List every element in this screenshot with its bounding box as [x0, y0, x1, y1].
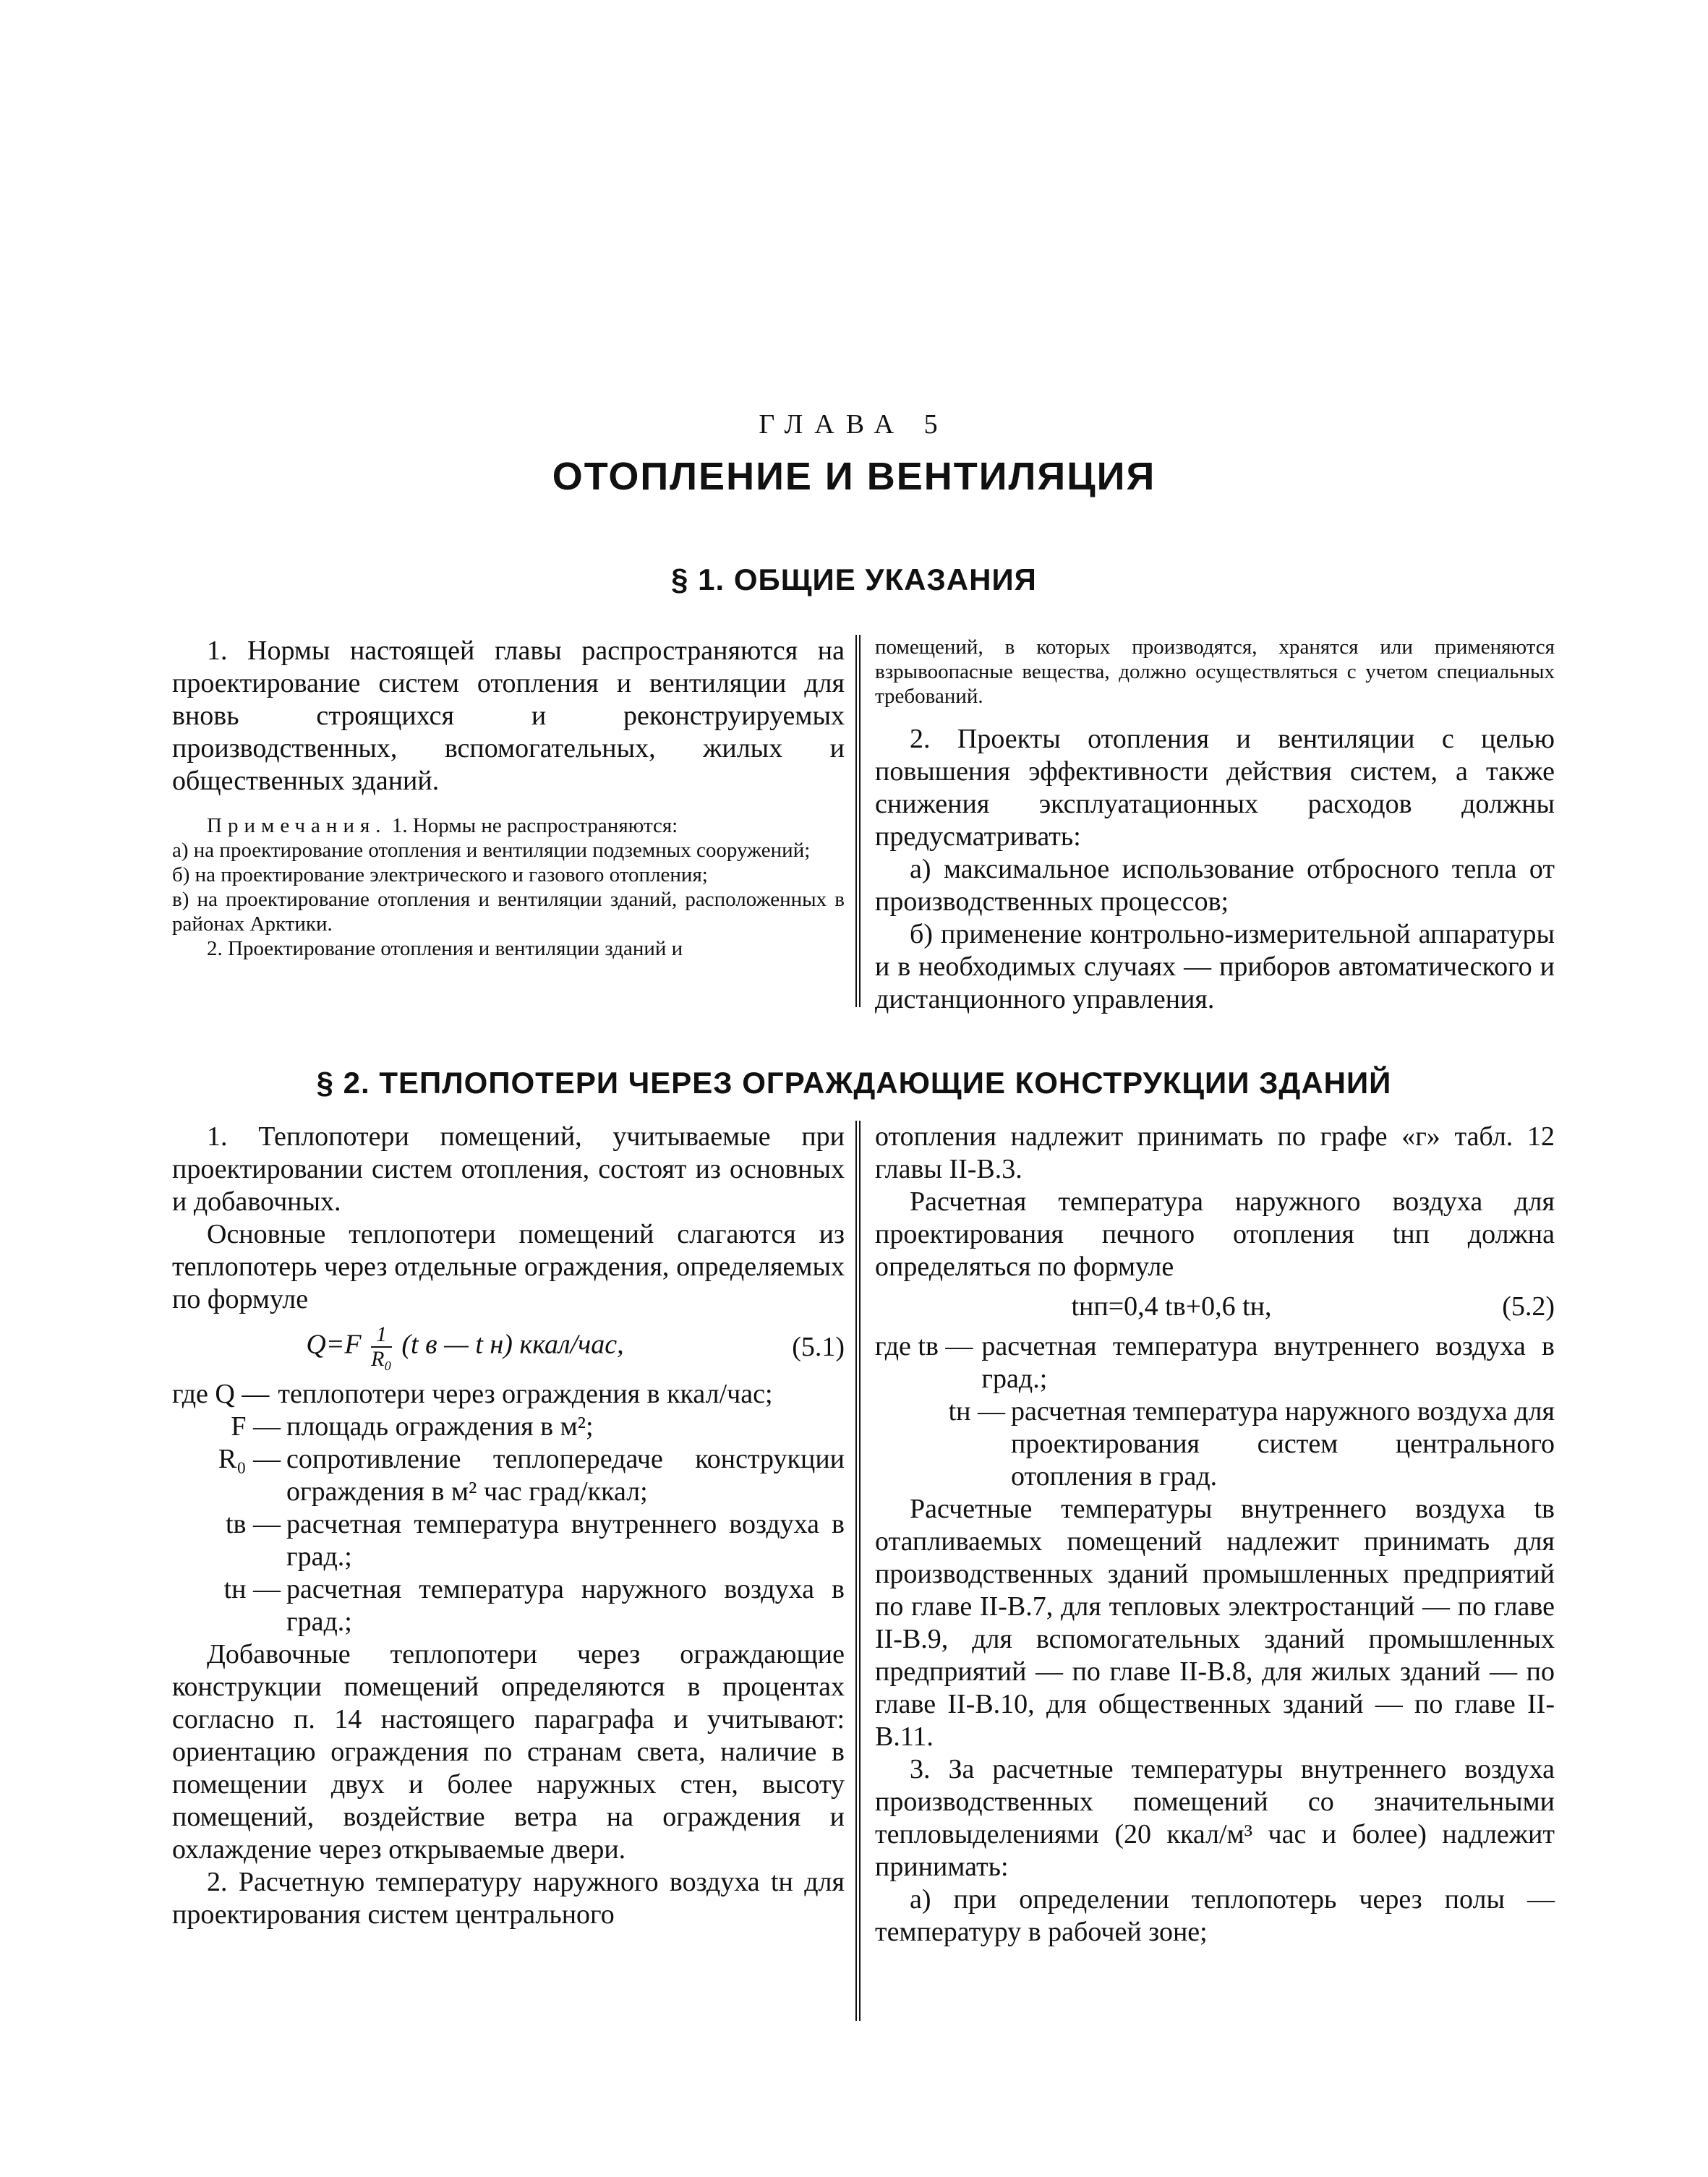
column-divider: [855, 635, 861, 1007]
where-r-symbol: R₀ —: [218, 1444, 281, 1474]
s1-notes: [172, 813, 845, 961]
s2-paragraph-5: Расчетная температура наружного воздуха для проектирования печного отопления tнп должна определяться по формуле: [875, 1186, 1555, 1282]
where-f-symbol: F —: [231, 1411, 281, 1442]
note-2: 2. Проектирование отопления и вентиляции зданий и: [207, 937, 683, 960]
section-2-right-column: [875, 1121, 1555, 1949]
fraction-denominator: R₀: [371, 1347, 392, 1371]
where-tn-desc: расчетная температура наружного воздуха в град.;: [286, 1574, 845, 1637]
where2-tn-desc: расчетная температура наружного воздуха для проектирования систем центрального отопления в град.: [1011, 1396, 1555, 1492]
where-tv-desc: расчетная температура внутреннего воздуха в град.;: [286, 1509, 845, 1572]
section-2-heading: § 2. ТЕПЛОПОТЕРИ ЧЕРЕЗ ОГРАЖДАЮЩИЕ КОНСТРУКЦИИ ЗДАНИЙ: [316, 1066, 1392, 1100]
where-r-desc: сопротивление теплопередаче конструкции ограждения в м² час град/ккал;: [286, 1444, 845, 1507]
where2-tv-symbol: где tв —: [875, 1331, 973, 1361]
column-divider-2: [855, 1121, 861, 2021]
formula-5-1: [172, 1323, 845, 1371]
where-f: [172, 1411, 845, 1443]
s1-paragraph-2b: б) применение контрольно-измерительной аппаратуры и в необходимых случаях — приборов автоматического и дистанционного управления.: [875, 919, 1555, 1014]
s1-paragraph-2a: а) максимальное использование отбросного тепла от производственных процессов;: [875, 854, 1555, 917]
section-1-right-column: [875, 635, 1555, 1016]
formula-5-2-number: (5.2): [1502, 1291, 1555, 1322]
where-tv-symbol: tв —: [226, 1509, 281, 1539]
section-1-heading: § 1. ОБЩИЕ УКАЗАНИЯ: [671, 563, 1037, 596]
where-q-desc: теплопотери через ограждения в ккал/час;: [278, 1379, 773, 1409]
note-b: б) на проектирование электрического и газового отопления;: [172, 863, 708, 886]
fraction-numerator: 1: [371, 1323, 392, 1348]
where-tn-symbol: tн —: [223, 1574, 281, 1604]
formula-5-1-number: (5.1): [792, 1331, 845, 1362]
where-r: [172, 1443, 845, 1508]
formula-5-1-paren: (t в — t н): [401, 1329, 513, 1360]
where2-tv: [875, 1330, 1555, 1395]
where-tn: [172, 1573, 845, 1638]
where-tv: [172, 1508, 845, 1573]
s2-paragraph-1: 1. Теплопотери помещений, учитываемые при проектировании систем отопления, состоят из основных и добавочных.: [172, 1121, 845, 1217]
where2-tn: [875, 1395, 1555, 1493]
where-q: [172, 1378, 845, 1411]
s2-paragraph-7: 3. За расчетные температуры внутреннего воздуха производственных помещений со значительными тепловыделениями (20 ккал/м³ час и более) надлежит принимать:: [875, 1754, 1555, 1882]
where2-tn-symbol: tн —: [948, 1396, 1005, 1427]
section-2-left-column: [172, 1121, 845, 1931]
s2-paragraph-6: Расчетные температуры внутреннего воздуха tв отапливаемых помещений надлежит принимать для производственных зданий промышленных предприятий по главе II-В.7, для тепловых электростанций — по главе II-В.9, для вспомогательных зданий промышленных предприятий — по главе II-В.8, для жилых зданий — по главе II-В.10, для общественных зданий — по главе II-В.11.: [875, 1494, 1555, 1752]
formula-5-1-left: Q=F: [306, 1329, 362, 1360]
s2-paragraph-2: Основные теплопотери помещений слагаются из теплопотерь через отдельные ограждения, определяемых по формуле: [172, 1219, 845, 1314]
note-c: в) на проектирование отопления и вентиляции зданий, расположенных в районах Арктики.: [172, 888, 845, 936]
s1-paragraph-1: 1. Нормы настоящей главы распространяются на проектирование систем отопления и вентиляции для вновь строящихся и реконструируемых производственных, вспомогательных, жилых и общественных зданий.: [172, 636, 845, 796]
note-a: а) на проектирование отопления и вентиляции подземных сооружений;: [172, 839, 811, 862]
s2-paragraph-4-cont: отопления надлежит принимать по графе «г» табл. 12 главы II-В.3.: [875, 1121, 1555, 1184]
section-1-left-column: [172, 635, 845, 961]
s1-paragraph-2: 2. Проекты отопления и вентиляции с целью повышения эффективности действия систем, а также снижения эксплуатационных расходов должны предусматривать:: [875, 724, 1555, 852]
chapter-label: ГЛАВА 5: [759, 409, 949, 440]
where2-tv-desc: расчетная температура внутреннего воздуха в град.;: [981, 1331, 1555, 1394]
formula-5-1-fraction: [371, 1323, 392, 1371]
chapter-title: ОТОПЛЕНИЕ И ВЕНТИЛЯЦИЯ: [552, 455, 1156, 498]
where-f-desc: площадь ограждения в м²;: [286, 1411, 594, 1442]
s2-paragraph-4: 2. Расчетную температуру наружного воздуха tн для проектирования систем центрального: [172, 1867, 845, 1930]
formula-5-1-unit: ккал/час,: [519, 1329, 624, 1360]
s2-paragraph-7a: а) при определении теплопотерь через полы — температуру в рабочей зоне;: [875, 1884, 1555, 1947]
note-continuation: помещений, в которых производятся, хранятся или применяются взрывоопасные вещества, должно осуществляться с учетом специальных требований.: [875, 636, 1555, 708]
formula-5-2-body: tнп=0,4 tв+0,6 tн,: [1071, 1291, 1272, 1322]
where-q-symbol: где Q —: [172, 1379, 270, 1409]
formula-5-2: [875, 1291, 1555, 1323]
note-label: Примечания.: [207, 814, 387, 837]
note-1: 1. Нормы не распространяются:: [391, 814, 678, 837]
s2-paragraph-3: Добавочные теплопотери через ограждающие конструкции помещений определяются в процентах согласно п. 14 настоящего параграфа и учитывают: ориентацию ограждения по странам света, наличие в помещении двух и более наружных стен, высоту помещений, воздействие ветра на ограждения и охлаждение через открываемые двери.: [172, 1639, 845, 1865]
